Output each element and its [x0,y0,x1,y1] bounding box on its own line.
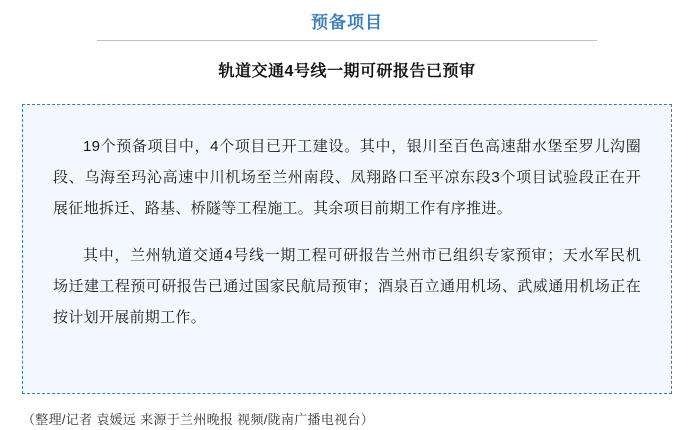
article-paragraph: 19个预备项目中，4个项目已开工建设。其中，银川至百色高速甜水堡至罗儿沟圈段、乌海至玛沁高速中川机场至兰州南段、凤翔路口至平凉东段3个项目试验段正在开展征地拆迁、路基、桥隧等工程施工。其余项目前期工作有序推进。 [53,138,641,218]
section-title: 预备项目 [311,13,383,32]
article-credit: （整理/记者 袁媛远 来源于兰州晚报 视频/陇南广播电视台） [22,412,375,428]
article-body [22,104,672,394]
page-title: 轨道交通4号线一期可研报告已预审 [218,62,476,80]
article-paragraph: 其中，兰州轨道交通4号线一期工程可研报告兰州市已组织专家预审；天水军民机场迁建工程预可研报告已通过国家民航局预审；酒泉百立通用机场、武威通用机场正在按计划开展前期工作。 [53,247,641,327]
title-divider [97,40,597,41]
